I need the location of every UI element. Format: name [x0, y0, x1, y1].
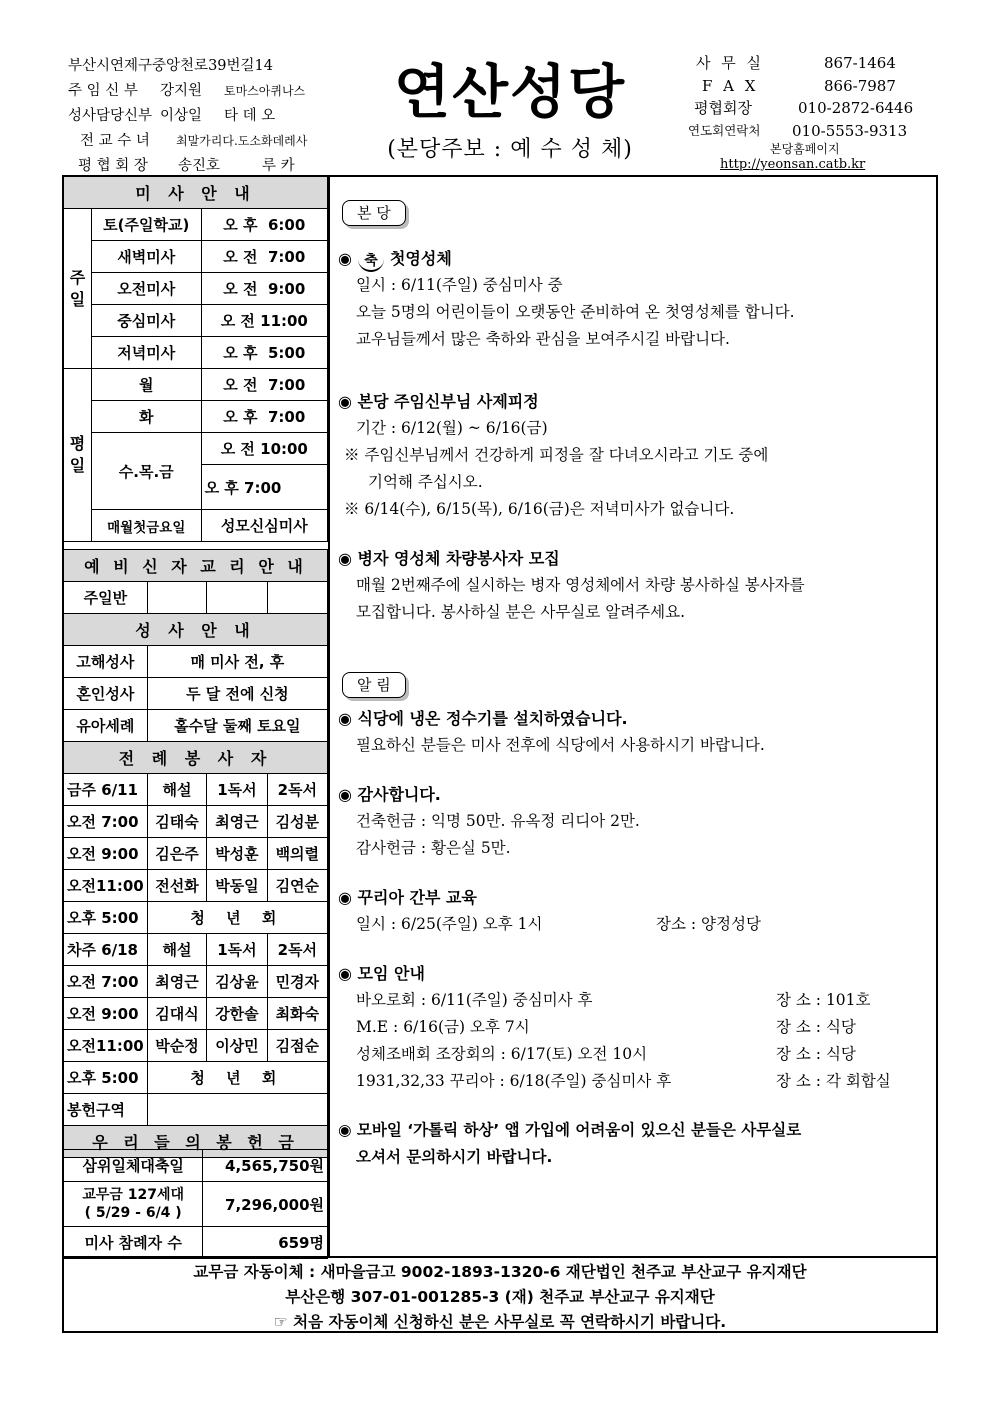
sidebar-table: 미 사 안 내 주 일 토(주일학교) 오 후 6:00 새벽미사 오 전 7:00 오전미사 오 전 9:00 중심미사 오 전 11:00 저녁미사 오 후 5:00 평 일 월 오 전 7:00 화 오 후 7:00 수.목.금 오 전 10:00 오 후 7:00 매월첫금요일 성모신심미사: [63, 176, 328, 542]
catechumen-table: 예 비 신 자 교 리 안 내 주일반 성 사 안 내 고해성사 매 미사 전, 후 혼인성사 두 달 전에 신청 유아세례 홀수달 둘째 토요일 전 례 봉 사 자 금주 6/11 해설 1독서 2독서 오전 7:00 김태숙 최영근 김성분 오전 9:00 김은주 박성훈 백의렬 오전11:00 전선화 박동일 김연순 오후 5:00 청 년 회 차주 6/18 해설 1독서 2독서 오전 7:00 최영근 김상윤 민경자 오전 9:00 김대식 강한솔 최화숙 오전11:00 박순정 이상민 김점순 오후 5:00 청 년 회 봉헌구역 우 리 들 의 봉 헌 금: [63, 549, 328, 1158]
header-contacts: 사 무 실 867-1464 F A X 866-7987 평협회장 010-2872-6446 연도회연락처 010-5553-9313: [688, 54, 914, 140]
main-content: 본 당 ◉ 축 첫영성체 일시 : 6/11(주일) 중심미사 중 오늘 5명의 어린이들이 오랫동안 준비하여 온 첫영성체를 합니다. 교우님들께서 많은 축하와 관심을 보여주시길 바랍니다. ◉ 본당 주임신부님 사제피정 기간 : 6/12(월) ~ 6/16(금) ※ 주임신부님께서 건강하게 피정을 잘 다녀오시라고 기도 중에 기억해 주십시오. ※ 6/14(수), 6/15(목), 6/16(금)은 저녁미사가 없습니다. ◉ 병자 영성체 차량봉사자 모집 매월 2번째주에 실시하는 병자 영성체에서 차량 봉사하실 봉사자를 모집합니다. 봉사하실 분은 사무실로 알려주세요. 알 림 ◉ 식당에 냉온 정수기를 설치하였습니다. 필요하신 분들은 미사 전후에 식당에서 사용하시기 바랍니다. ◉ 감사합니다. 건축헌금 : 익명 50만. 유옥정 리디아 2만. 감사헌금 : 황은실 5만. ◉ 꾸리아 간부 교육 일시 : 6/25(주일) 오후 1시 장소 : 양정성당 ◉ 모임 안내 바오로회 : 6/11(주일) 중심미사 후 장 소 : 101호 M.E : 6/16(금) 오후 7시 장 소 : 식당 성체조배회 조장회의 : 6/17(토) 오전 10시 장 소 : 식당 1931,32,33 꾸리아 : 6/18(주일) 중심미사 후 장 소 : 각 회합실 ◉ 모바일 ‘가톨릭 하상’ 앱 가입에 어려움이 있으신 분들은 사무실로 오셔서 문의하시기 바랍니다.: [338, 200, 933, 1171]
sunday-label: 주 일: [64, 209, 92, 369]
thanks-title: ◉ 감사합니다.: [338, 785, 441, 804]
homepage-label: 본당홈페이지: [770, 142, 840, 156]
homepage-link[interactable]: http://yeonsan.catb.kr: [720, 157, 866, 172]
page-title: 연산성당: [393, 58, 627, 126]
water-title: ◉ 식당에 냉온 정수기를 설치하였습니다.: [338, 709, 628, 728]
meetings-title: ◉ 모임 안내: [338, 964, 425, 983]
list-item: 성체조배회 조장회의 : 6/17(토) 오전 10시 장 소 : 식당: [356, 1045, 856, 1063]
page-subtitle: (본당주보 : 예 수 성 체): [387, 137, 633, 162]
mass-title: 미 사 안 내: [64, 177, 328, 209]
section-tag-notice: 알 림: [342, 672, 406, 698]
footer: 교무금 자동이체 : 새마을금고 9002-1893-1320-6 재단법인 천주교 부산교구 유지재단 부산은행 307-01-001285-3 (재) 천주교 부산교구 유지재단 ☞ 처음 자동이체 신청하신 분은 사무실로 꼭 연락하시기 바랍니다.: [193, 1263, 807, 1331]
list-item: 바오로회 : 6/11(주일) 중심미사 후 장 소 : 101호: [356, 991, 871, 1009]
staff-row: 주 임 신 부 강지원 토마스아퀴나스: [68, 83, 306, 99]
first-communion-title: ◉ 축 첫영성체: [338, 245, 933, 272]
offering-table: 삼위일체대축일 4,565,750원 교무금 127세대 ( 5/29 - 6/4 ) 7,296,000원 미사 참례자 수 659명: [63, 1149, 328, 1259]
volunteer-title: ◉ 병자 영성체 차량봉사자 모집: [338, 549, 560, 568]
list-item: M.E : 6/16(금) 오후 7시 장 소 : 식당: [356, 1018, 856, 1036]
wreath-icon: 축: [358, 248, 384, 272]
curia-title: ◉ 꾸리아 간부 교육: [338, 888, 477, 907]
staff-row: 전 교 수 녀 최말가리다.도소화데레사: [80, 133, 308, 149]
list-item: 1931,32,33 꾸리아 : 6/18(주일) 중심미사 후 장 소 : 각 회합실: [356, 1072, 891, 1090]
header-staff: [68, 54, 338, 179]
mobile-notice: ◉ 모바일 ‘가톨릭 하상’ 앱 가입에 어려움이 있으신 분들은 사무실로: [338, 1121, 802, 1139]
address: 부산시연제구중앙천로39번길14: [68, 58, 273, 74]
staff-row: 평 협 회 장 송진호 루 카: [78, 158, 295, 174]
pilgrimage-title: ◉ 본당 주임신부님 사제피정: [338, 392, 539, 411]
section-tag-parish: 본 당: [342, 200, 406, 226]
staff-row: 성사담당신부 이상일 타 데 오: [68, 108, 276, 124]
weekday-label: 평 일: [64, 369, 92, 542]
column-divider: [328, 175, 330, 1257]
